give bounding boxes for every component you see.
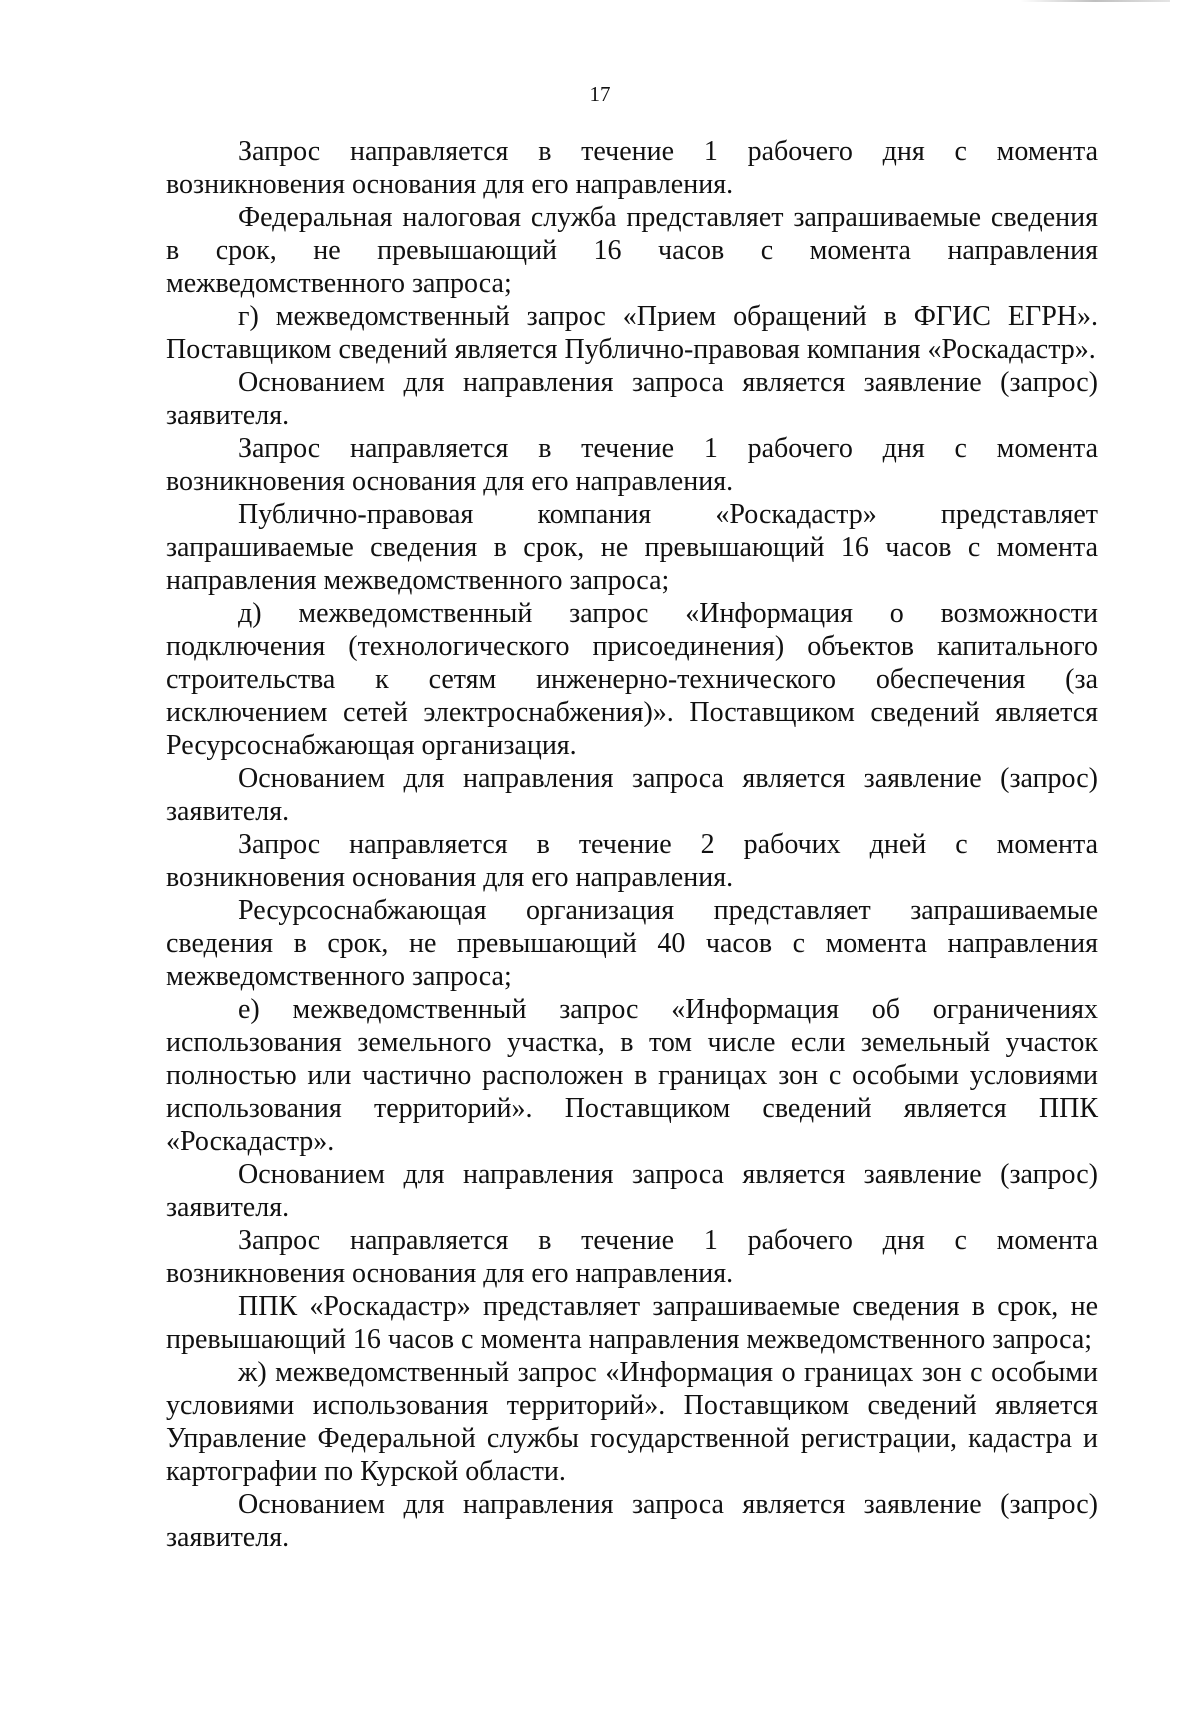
paragraph: Запрос направляется в течение 1 рабочего дня с момента возникновения основания для его направления. (166, 136, 1098, 200)
paragraph: Основанием для направления запроса является заявление (запрос) заявителя. (166, 1159, 1098, 1223)
paragraph: г) межведомственный запрос «Прием обращений в ФГИС ЕГРН». Поставщиком сведений является Публично-правовая компания «Роскадастр». (166, 301, 1098, 365)
paragraph: Основанием для направления запроса является заявление (запрос) заявителя. (166, 1489, 1098, 1553)
paragraph: Основанием для направления запроса является заявление (запрос) заявителя. (166, 763, 1098, 827)
paragraph: Основанием для направления запроса является заявление (запрос) заявителя. (166, 367, 1098, 431)
scan-edge-mark (1020, 0, 1170, 2)
document-body (166, 135, 1098, 1554)
paragraph: Запрос направляется в течение 1 рабочего дня с момента возникновения основания для его направления. (166, 1225, 1098, 1289)
paragraph: Публично-правовая компания «Роскадастр» представляет запрашиваемые сведения в срок, не превышающий 16 часов с момента направления межведомственного запроса; (166, 499, 1098, 596)
page-number: 17 (589, 82, 611, 106)
paragraph: Запрос направляется в течение 1 рабочего дня с момента возникновения основания для его направления. (166, 433, 1098, 497)
paragraph: ж) межведомственный запрос «Информация о границах зон с особыми условиями использования территорий». Поставщиком сведений является Управление Федеральной службы государственной регистрации, кадастра и картографии по Курской области. (166, 1357, 1098, 1487)
paragraph: Ресурсоснабжающая организация представляет запрашиваемые сведения в срок, не превышающий 40 часов с момента направления межведомственного запроса; (166, 895, 1098, 992)
paragraph: д) межведомственный запрос «Информация о возможности подключения (технологического присоединения) объектов капитального строительства к сетям инженерно-технического обеспечения (за исключением сетей электроснабжения)». Поставщиком сведений является Ресурсоснабжающая организация. (166, 598, 1098, 761)
paragraph: ППК «Роскадастр» представляет запрашиваемые сведения в срок, не превышающий 16 часов с момента направления межведомственного запроса; (166, 1291, 1098, 1355)
paragraph: Федеральная налоговая служба представляет запрашиваемые сведения в срок, не превышающий 16 часов с момента направления межведомственного запроса; (166, 202, 1098, 299)
paragraph: Запрос направляется в течение 2 рабочих дней с момента возникновения основания для его направления. (166, 829, 1098, 893)
paragraph: е) межведомственный запрос «Информация об ограничениях использования земельного участка, в том числе если земельный участок полностью или частично расположен в границах зон с особыми условиями использования территорий». Поставщиком сведений является ППК «Роскадастр». (166, 994, 1098, 1157)
